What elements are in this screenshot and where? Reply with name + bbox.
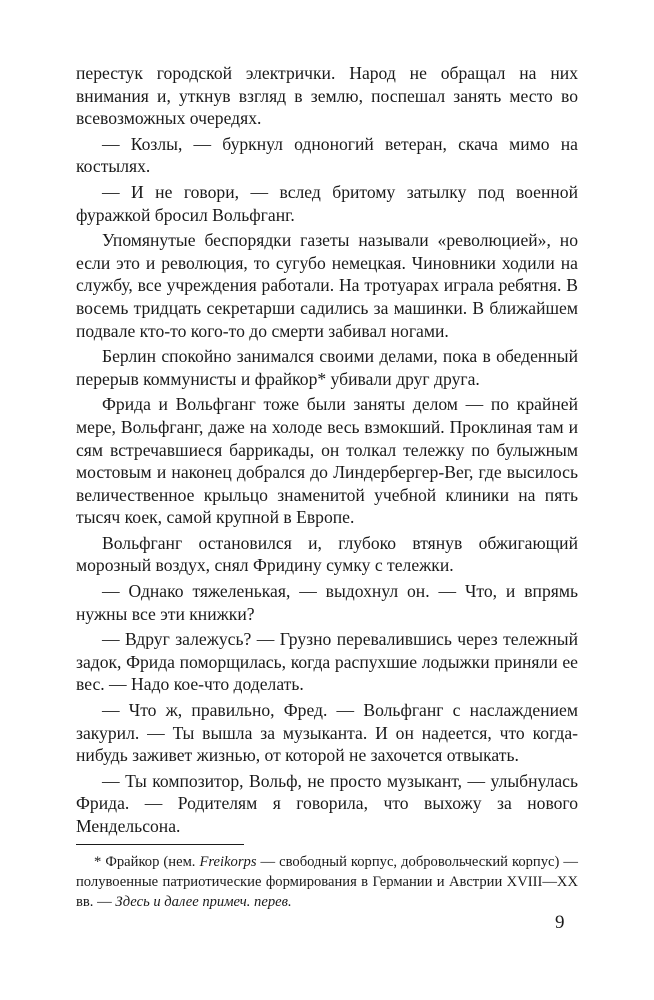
footnote-term: Freikorps [199, 853, 257, 870]
paragraph-1: перестук городской электрички. Народ не обращал на них внимания и, уткнув взгляд в землю, поспешал занять место во всевозможных очередях. [76, 63, 578, 129]
page-body [76, 62, 578, 912]
paragraph-9: — Вдруг залежусь? — Грузно перевалившись через тележный задок, Фрида поморщилась, когда распухшие лодыжки приняли ее вес. — Надо кое-что доделать. [76, 629, 578, 695]
footnote-divider [76, 844, 244, 845]
paragraph-8: — Однако тяжеленькая, — выдохнул он. — Что, и впрямь нужны все эти книжки? [76, 581, 578, 624]
page-number: 9 [555, 912, 565, 933]
paragraph-6: Фрида и Вольфганг тоже были заняты делом — по крайней мере, Вольфганг, даже на холоде весь взмокший. Проклиная там и сям встречавшиеся баррикады, он толкал тележку по булыжным мостовым и наконец добрался до Линдербергер-Вег, где высилось величественное крыльцо знаменитой учебной клиники на пять тысяч коек, самой крупной в Европе. [76, 394, 578, 528]
paragraph-4: Упомянутые беспорядки газеты называли «революцией», но если это и революция, то сугубо немецкая. Чиновники ходили на службу, все учреждения работали. На тротуарах играла ребятня. В восемь тридцать секретарши садились за машинки. В ближайшем подвале кто-то кого-то до смерти забивал ногами. [76, 230, 578, 341]
footnote-text-1: * Фрайкор (нем. [94, 853, 200, 870]
paragraph-3: — И не говори, — вслед бритому затылку под военной фуражкой бросил Вольфганг. [76, 181, 578, 225]
paragraph-11: — Ты композитор, Вольф, не просто музыкант, — улыбнулась Фрида. — Родителям я говорила, что выхожу за нового Мендельсона. [76, 770, 578, 836]
footnote [76, 852, 578, 912]
paragraph-10: — Что ж, правильно, Фред. — Вольфганг с наслаждением закурил. — Ты вышла за музыканта. И он надеется, что когда-нибудь заживет жизнью, от которой не захочется отвыкать. [76, 700, 578, 766]
footnote-note: Здесь и далее примеч. перев. [115, 893, 292, 910]
paragraph-2: — Козлы, — буркнул одноногий ветеран, скача мимо на костылях. [76, 133, 578, 177]
paragraph-7: Вольфганг остановился и, глубоко втянув обжигающий морозный воздух, снял Фридину сумку с тележки. [76, 532, 578, 576]
footnote-text-2: — свободный корпус, добровольческий корпус) — полувоенные патриотические формирования в Германии и Австрии XVIII—XX вв. — [76, 853, 578, 910]
paragraph-5: Берлин спокойно занимался своими делами, пока в обеденный перерыв коммунисты и фрайкор* убивали друг друга. [76, 346, 578, 389]
